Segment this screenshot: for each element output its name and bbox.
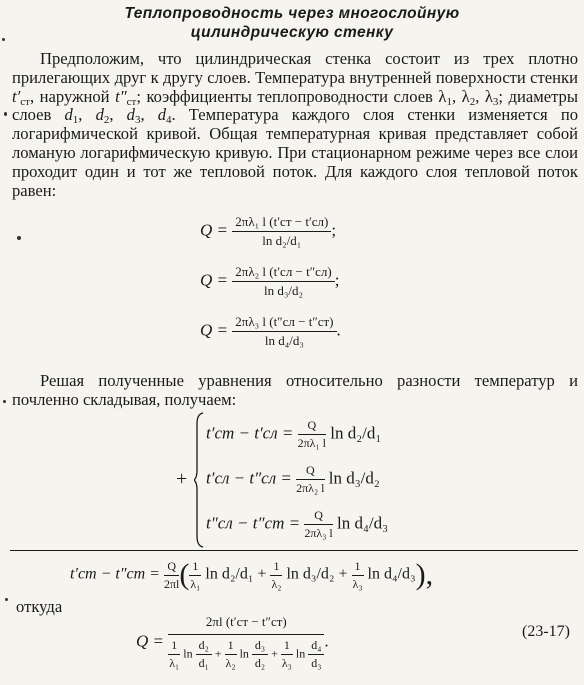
sum-close-paren: ), — [415, 558, 434, 591]
row1-numerator: Q — [298, 418, 326, 435]
eq1-numerator: 2πλ₁ l (t′ст − t′сл) — [232, 214, 331, 232]
row2-fraction — [296, 463, 324, 496]
final-ln-2: ln — [239, 646, 249, 661]
final-inv-lambda1 — [168, 638, 180, 671]
final-lhs: Q = — [136, 631, 164, 651]
final-denominator — [168, 635, 324, 671]
final-main-fraction — [168, 614, 324, 671]
sum-q-den: 2πl — [163, 576, 180, 591]
final-one-2: 1 — [225, 638, 237, 655]
scan-speck — [5, 598, 8, 601]
d4-sub: 4 — [166, 114, 172, 127]
final-r2-num: d₃ — [252, 638, 268, 655]
sum-inv-lambda2 — [270, 559, 282, 592]
equation-layer1 — [200, 214, 336, 249]
t-outer-sub: ст — [126, 95, 137, 108]
eq2-numerator: 2πλ₂ l (t′сл − t″сл) — [232, 264, 335, 282]
summation-rule — [10, 550, 578, 551]
final-r3-den: d₃ — [311, 656, 322, 670]
sum-lambda3: λ₃ — [352, 576, 363, 591]
eq1-denominator: ln d₂/d₁ — [262, 233, 302, 248]
row3-fraction — [304, 508, 332, 541]
eq1-semicolon: ; — [331, 220, 337, 240]
d1-sub: 1 — [72, 114, 79, 127]
sum-term1: ln d₂/d₁ + — [205, 565, 267, 583]
eq3-period: . — [336, 320, 341, 340]
section-title-line2: цилиндрическую стенку — [190, 24, 394, 41]
summation-plus: + — [176, 468, 188, 490]
paragraph-whence: откуда — [16, 597, 63, 616]
sum-one-2: 1 — [270, 559, 282, 576]
final-inv-lambda3 — [281, 638, 293, 671]
lambda3-sub: 3 — [492, 95, 499, 108]
t-outer-symbol: t″ — [115, 86, 127, 106]
system-row1 — [206, 418, 381, 451]
sum-lambda1: λ₁ — [190, 576, 201, 591]
scan-speck — [4, 112, 7, 116]
intro-text-1: Предположим, что цилиндрическая стенка состоит из трех плотно прилегающих друг к другу слоев. Температура внутренней поверхности стенки — [12, 49, 578, 87]
final-one-3: 1 — [281, 638, 293, 655]
final-r1-num: d₂ — [196, 638, 212, 655]
final-ratio2 — [252, 638, 268, 671]
final-ln-3: ln — [295, 646, 306, 661]
row2-lhs: t′сл − t″сл = — [206, 468, 292, 488]
row1-fraction — [298, 418, 326, 451]
eq2-fraction — [232, 264, 335, 299]
sum-term3: ln d₄/d₃ — [367, 565, 416, 583]
t-inner-sub: ст — [20, 95, 30, 108]
final-plus-2: + — [271, 646, 278, 661]
intro-text-2: , наружной — [29, 86, 116, 106]
section-title-line1: Теплопроводность через многослойную — [124, 5, 460, 22]
scan-speck — [17, 236, 21, 240]
sum-open-paren: ( — [179, 558, 190, 591]
t-inner-symbol: t′ — [12, 86, 21, 106]
paragraph-solving: Решая полученные уравнения относительно разности температур и почленно складывая, получаем: — [12, 371, 578, 409]
lambda1: λ — [438, 86, 447, 106]
system-row3 — [206, 508, 388, 541]
intro-text-5: . Температура каждого слоя стенки изменяется по логарифмической кривой. Общая температурная кривая представляет собой ломаную логарифмическую кривую. При стационарном режиме через все слои проходит один и тот же тепловой поток. Для каждого слоя тепловой поток равен: — [12, 105, 578, 200]
final-r3-num: d₄ — [308, 638, 324, 655]
row2-numerator: Q — [296, 463, 324, 480]
final-lambda2: λ₂ — [225, 656, 236, 670]
eq1-fraction — [232, 214, 331, 249]
sum-equation — [70, 558, 433, 592]
final-one-1: 1 — [168, 638, 180, 655]
equation-layer3 — [200, 314, 341, 349]
sum-term2: ln d₃/d₂ + — [286, 565, 348, 583]
row3-numerator: Q — [304, 508, 332, 525]
sum-lambda2: λ₂ — [271, 576, 282, 591]
sum-one-1: 1 — [189, 559, 201, 576]
final-equation — [136, 614, 329, 671]
eq2-lhs: Q = — [200, 270, 228, 290]
final-plus-1: + — [214, 646, 222, 661]
lambda3: λ — [484, 86, 493, 106]
eq1-lhs: Q = — [200, 220, 228, 240]
row1-lhs: t′ст − t′сл = — [206, 423, 294, 443]
sum-q-fraction — [164, 559, 179, 592]
d3-sub: 3 — [134, 114, 141, 127]
eq3-numerator: 2πλ₃ l (t″сл − t″ст) — [232, 314, 336, 332]
d2: d — [95, 105, 104, 125]
equation-layer2 — [200, 264, 339, 299]
row2-denominator: 2πλ₂ l — [296, 481, 325, 495]
scan-speck — [3, 400, 6, 403]
row3-rhs: ln d₄/d₃ — [337, 513, 389, 533]
sum-inv-lambda3 — [352, 559, 364, 592]
intro-text-4: ; диаметры слоев — [12, 86, 578, 125]
lambda2-sub: 2 — [469, 95, 476, 108]
row1-denominator: 2πλ₁ l — [297, 436, 327, 450]
sum-lhs: t′ст − t″ст = — [70, 565, 160, 583]
lambda1-sub: 1 — [446, 95, 452, 108]
d2-sub: 2 — [103, 114, 110, 127]
system-brace — [194, 412, 204, 548]
eq2-denominator: ln d₃/d₂ — [263, 283, 304, 298]
lambda2: λ — [461, 86, 470, 106]
sum-one-3: 1 — [352, 559, 364, 576]
sum-q-num: Q — [164, 559, 179, 576]
eq3-denominator: ln d₄/d₃ — [264, 333, 304, 348]
system-row2 — [206, 463, 380, 496]
final-lambda1: λ₁ — [169, 656, 180, 670]
final-numerator: 2πl (t′ст − t″ст) — [168, 614, 324, 635]
final-period: . — [324, 631, 329, 651]
equation-number: (23-17) — [522, 623, 570, 640]
final-r2-den: d₂ — [254, 656, 266, 670]
intro-text-3: ; коэффициенты теплопроводности слоев — [136, 86, 439, 106]
d4: d — [157, 105, 167, 125]
paragraph-intro: Предположим, что цилиндрическая стенка состоит из трех плотно прилегающих друг к другу слоев. Температура внутренней поверхности стенки $t'_{ст}$, наружной $t''_{ст}$; коэффициенты теплопроводности слоев $\lambda_1$, $\lambda_2$, $\lambda_3$; диаметры слоев $d_1$, $d_2$, $d_3$, $d_4$. Температура каждого слоя стенки изменяется по логарифмической кривой. Общая температурная кривая представляет собой ломаную логарифмическую кривую. При стационарном режиме через все слои проходит один и тот же тепловой поток. Для каждого слоя тепловой поток равен: — [12, 49, 578, 200]
row1-rhs: ln d₂/d₁ — [330, 423, 382, 443]
row3-denominator: 2πλ₃ l — [304, 526, 333, 540]
d1: d — [64, 105, 73, 125]
row3-lhs: t″сл − t″ст = — [206, 513, 301, 533]
eq3-lhs: Q = — [200, 320, 228, 340]
sum-inv-lambda1 — [189, 559, 201, 592]
final-ratio1 — [196, 638, 212, 671]
final-inv-lambda2 — [225, 638, 237, 671]
eq3-fraction — [232, 314, 336, 349]
row2-rhs: ln d₃/d₂ — [328, 468, 380, 488]
eq2-semicolon: ; — [334, 270, 340, 290]
final-ratio3 — [308, 638, 324, 671]
final-r1-den: d₁ — [198, 656, 209, 670]
final-ln-1: ln — [183, 646, 193, 661]
d3: d — [126, 105, 135, 125]
final-lambda3: λ₃ — [281, 656, 292, 670]
